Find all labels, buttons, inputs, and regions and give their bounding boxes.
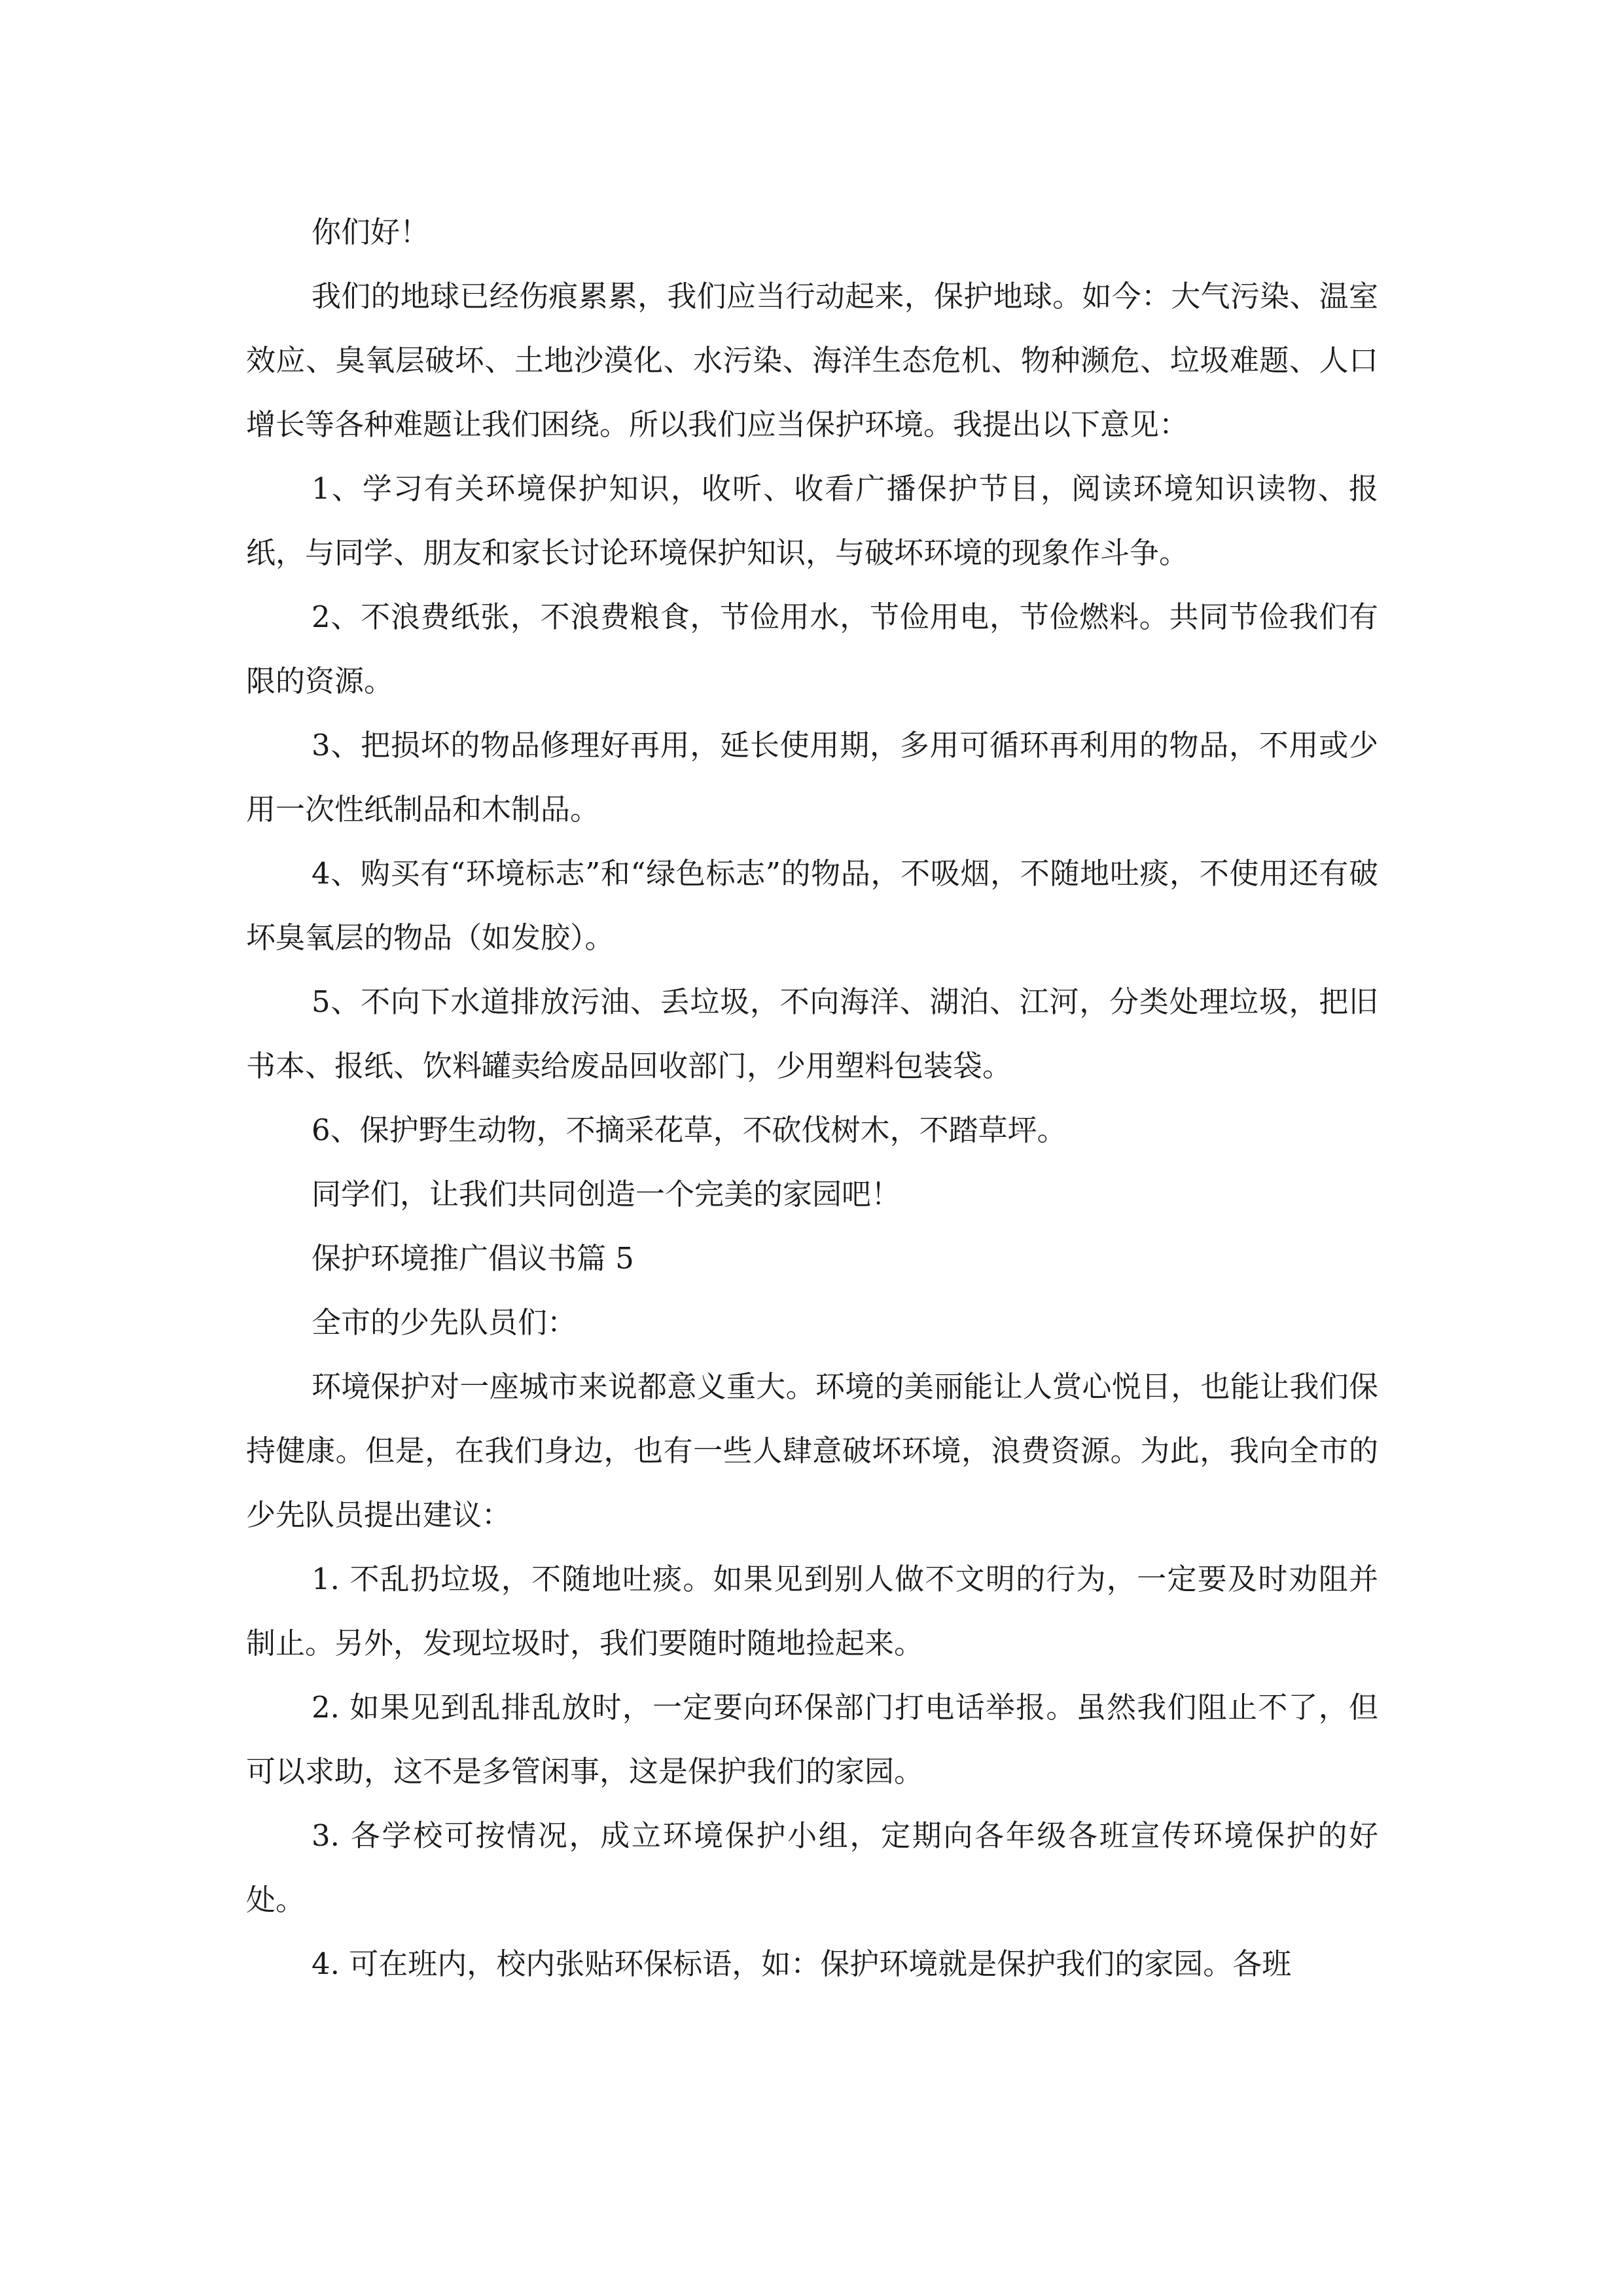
suggestion-2-paragraph: 2、不浪费纸张，不浪费粮食，节俭用水，节俭用电，节俭燃料。共同节俭我们有限的资源。: [246, 600, 1378, 698]
salutation-paragraph: 全市的少先队员们：: [312, 1305, 577, 1340]
suggestion-6-paragraph: 6、保护野生动物，不摘采花草，不砍伐树木，不踏草坪。: [312, 1113, 1067, 1147]
closing-paragraph: 同学们，让我们共同创造一个完美的家园吧！: [312, 1177, 901, 1211]
suggestion-1-paragraph: 1、学习有关环境保护知识，收听、收看广播保护节目，阅读环境知识读物、报纸，与同学、朋友和家长讨论环境保护知识，与破坏环境的现象作斗争。: [246, 471, 1378, 570]
intro-paragraph: 我们的地球已经伤痕累累，我们应当行动起来，保护地球。如今：大气污染、温室效应、臭氧层破坏、土地沙漠化、水污染、海洋生态危机、物种濒危、垃圾难题、人口增长等各种难题让我们困绕。所以我们应当保护环境。我提出以下意见：: [246, 279, 1378, 442]
body-paragraph: 环境保护对一座城市来说都意义重大。环境的美丽能让人赏心悦目，也能让我们保持健康。但是，在我们身边，也有一些人肆意破坏环境，浪费资源。为此，我向全市的少先队员提出建议：: [246, 1369, 1378, 1532]
proposal-1-paragraph: 1. 不乱扔垃圾，不随地吐痰。如果见到别人做不文明的行为，一定要及时劝阻并制止。另外，发现垃圾时，我们要随时随地捡起来。: [246, 1562, 1378, 1660]
suggestion-4-paragraph: 4、购买有“环境标志”和“绿色标志”的物品，不吸烟，不随地吐痰，不使用还有破坏臭氧层的物品（如发胶）。: [246, 856, 1378, 955]
document-body: [246, 200, 1378, 1996]
section-heading: 保护环境推广倡议书篇 5: [312, 1241, 634, 1276]
proposal-4-paragraph: 4. 可在班内，校内张贴环保标语，如：保护环境就是保护我们的家园。各班: [312, 1946, 1292, 1981]
suggestion-5-paragraph: 5、不向下水道排放污油、丢垃圾，不向海洋、湖泊、江河，分类处理垃圾，把旧书本、报纸、饮料罐卖给废品回收部门，少用塑料包装袋。: [246, 984, 1378, 1083]
proposal-2-paragraph: 2. 如果见到乱排乱放时，一定要向环保部门打电话举报。虽然我们阻止不了，但可以求助，这不是多管闲事，这是保护我们的家园。: [246, 1690, 1378, 1789]
suggestion-3-paragraph: 3、把损坏的物品修理好再用，延长使用期，多用可循环再利用的物品，不用或少用一次性纸制品和木制品。: [246, 728, 1378, 827]
greeting-paragraph: 你们好！: [312, 215, 430, 249]
proposal-3-paragraph: 3. 各学校可按情况，成立环境保护小组，定期向各年级各班宣传环境保护的好处。: [246, 1818, 1378, 1917]
